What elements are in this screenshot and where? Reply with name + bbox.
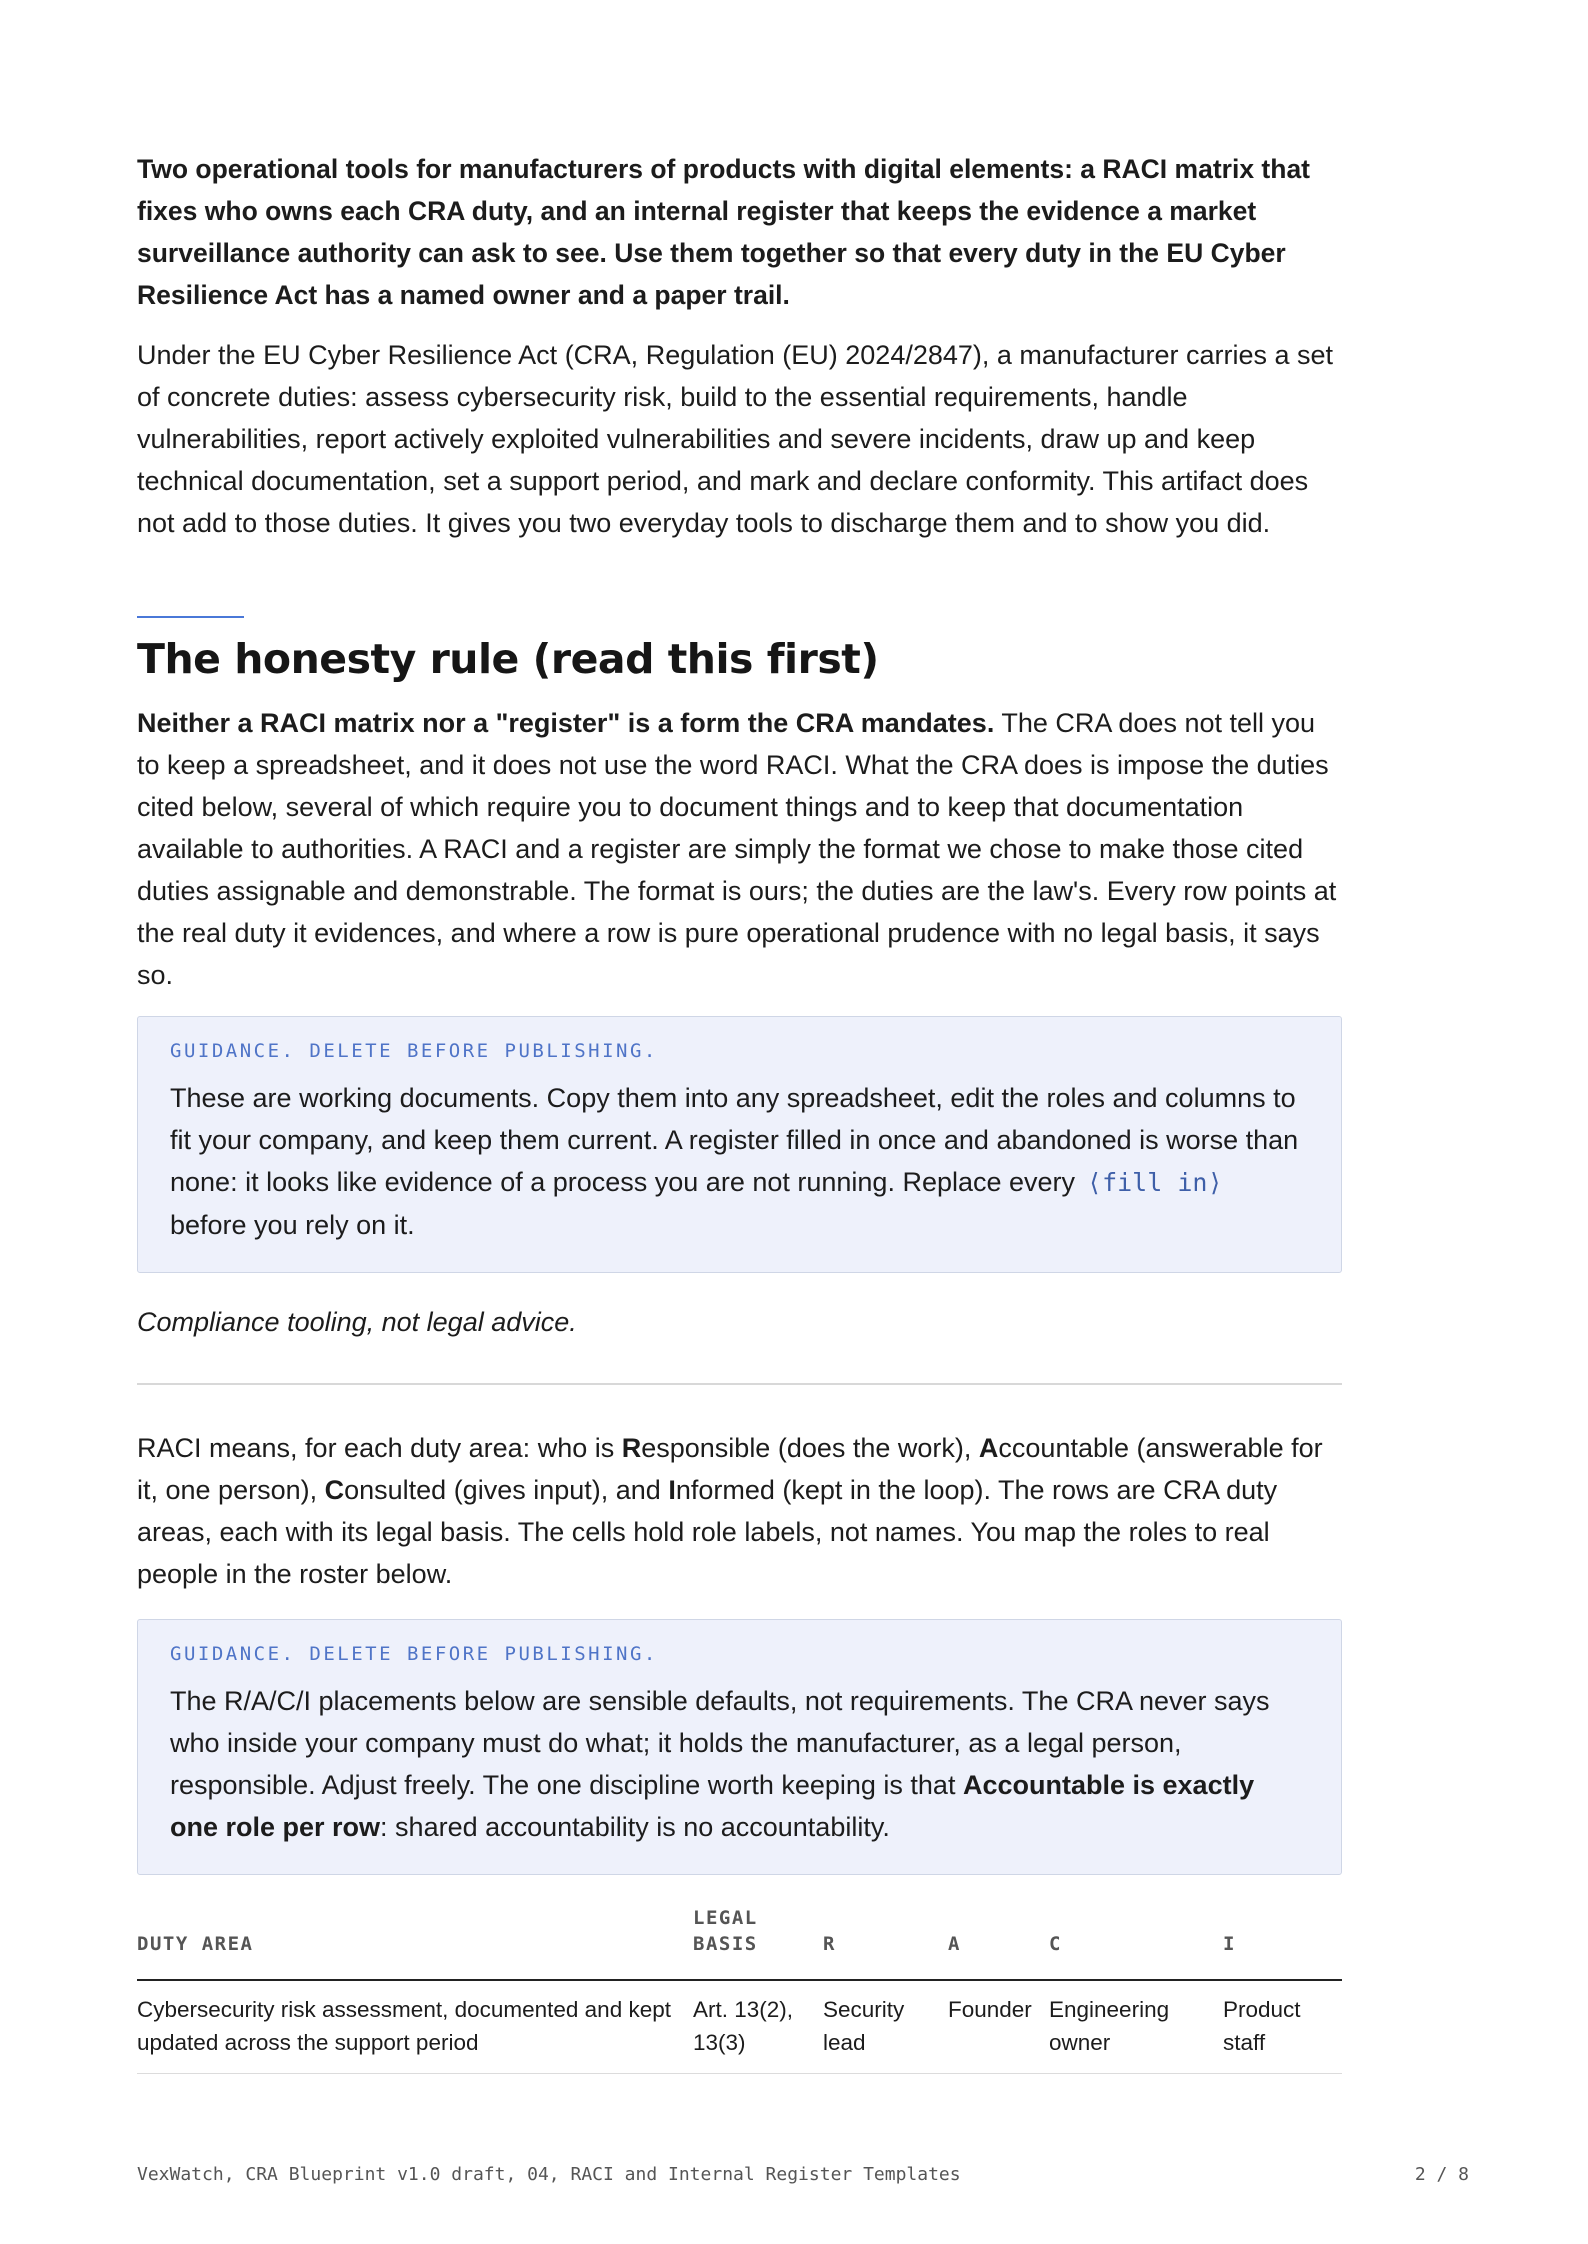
header-r: R	[823, 1905, 948, 1980]
raci-letter-r: R	[621, 1432, 642, 1463]
raci-table	[137, 1905, 1342, 2074]
document-page	[137, 148, 1342, 2074]
section-accent-rule	[137, 616, 244, 618]
cell-responsible: Security lead	[823, 1980, 948, 2074]
page-footer	[137, 2163, 1469, 2187]
header-c: C	[1049, 1905, 1223, 1980]
intro-paragraph: Under the EU Cyber Resilience Act (CRA, Regulation (EU) 2024/2847), a manufacturer carries a set of concrete duties: assess cybersecurity risk, build to the essential requirements, handle vulnerabilities, report actively exploited vulnerabilities and severe incidents, draw up and keep technical documentation, set a support period, and mark and declare conformity. This artifact does not add to those duties. It gives you two everyday tools to discharge them and to show you did.	[137, 340, 1334, 538]
honesty-rule-paragraph	[137, 702, 1342, 996]
cell-informed: Product staff	[1223, 1980, 1342, 2074]
guidance-text-after: : shared accountability is no accountability.	[380, 1811, 890, 1842]
guidance-text-bold: Accountable is exactly one role per row	[170, 1769, 1255, 1842]
raci-letter-c: C	[324, 1474, 345, 1505]
cell-legal-basis: Art. 13(2), 13(3)	[693, 1980, 823, 2074]
header-i: I	[1223, 1905, 1342, 1980]
page-number: 2 / 8	[1414, 2164, 1469, 2185]
guidance-label: GUIDANCE. DELETE BEFORE PUBLISHING.	[170, 1642, 658, 1665]
guidance-box	[137, 1016, 1342, 1273]
footer-document-title: VexWatch, CRA Blueprint v1.0 draft, 04, RACI and Internal Register Templates	[137, 2164, 961, 2185]
guidance-text	[170, 1077, 1309, 1246]
header-legal-basis: LEGAL BASIS	[693, 1905, 823, 1980]
raci-letter-i: I	[668, 1474, 676, 1505]
disclaimer: Compliance tooling, not legal advice.	[137, 1307, 577, 1337]
cell-duty-area: Cybersecurity risk assessment, documented and kept updated across the support period	[137, 1980, 693, 2074]
guidance-text	[170, 1680, 1309, 1848]
raci-intro-text: RACI means, for each duty area: who is	[137, 1432, 622, 1463]
lead-paragraph: Two operational tools for manufacturers of products with digital elements: a RACI matrix that fixes who owns each CRA duty, and an internal register that keeps the evidence a market surveillance authority can ask to see. Use them together so that every duty in the EU Cyber Resilience Act has a named owner and a paper trail.	[137, 154, 1311, 310]
guidance-text-before: These are working documents. Copy them into any spreadsheet, edit the roles and columns to fit your company, and keep them current. A register filled in once and abandoned is worse than none: it looks like evidence of a process you are not running. Replace every	[170, 1083, 1299, 1197]
divider	[137, 1383, 1342, 1385]
guidance-text-after: before you rely on it.	[170, 1210, 415, 1240]
header-a: A	[948, 1905, 1049, 1980]
honesty-rule-body: The CRA does not tell you to keep a spreadsheet, and it does not use the word RACI. What the CRA does is impose the duties cited below, several of which require you to document things and to keep that documentation available to authorities. A RACI and a register are simply the format we chose to make those cited duties assignable and demonstrable. The format is ours; the duties are the law's. Every row points at the real duty it evidences, and where a row is pure operational prudence with no legal basis, it says so.	[137, 708, 1337, 990]
section-heading: The honesty rule (read this first)	[137, 635, 879, 683]
raci-intro-text: onsulted (gives input), and	[344, 1474, 669, 1505]
raci-intro-paragraph	[137, 1427, 1342, 1595]
raci-intro-text: esponsible (does the work),	[641, 1432, 979, 1463]
guidance-box	[137, 1619, 1342, 1875]
fill-in-placeholder: ⟨fill in⟩	[1087, 1168, 1223, 1197]
guidance-label: GUIDANCE. DELETE BEFORE PUBLISHING.	[170, 1040, 658, 1062]
table-row	[137, 1980, 1342, 2074]
raci-letter-a: A	[978, 1432, 999, 1463]
guidance-text-before: The R/A/C/I placements below are sensible defaults, not requirements. The CRA never says who inside your company must do what; it holds the manufacturer, as a legal person, responsible. Adjust freely. The one discipline worth keeping is that	[170, 1685, 1270, 1800]
cell-consulted: Engineering owner	[1049, 1980, 1223, 2074]
header-duty-area: DUTY AREA	[137, 1905, 693, 1980]
table-header-row	[137, 1905, 1342, 1980]
honesty-rule-bold-lead: Neither a RACI matrix nor a "register" is a form the CRA mandates.	[137, 708, 995, 738]
raci-intro-text: nformed (kept in the loop). The rows are CRA duty areas, each with its legal basis. The cells hold role labels, not names. You map the roles to real people in the roster below.	[137, 1474, 1278, 1589]
raci-intro-text: ccountable (answerable for it, one person),	[137, 1432, 1323, 1505]
cell-accountable: Founder	[948, 1980, 1049, 2074]
